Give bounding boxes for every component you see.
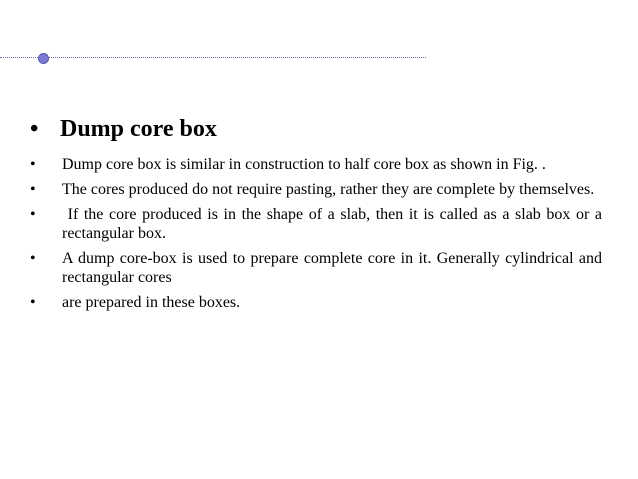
list-item: [30, 205, 607, 243]
list-item: [30, 293, 602, 312]
bullet-icon: •: [30, 250, 36, 267]
bullet-icon: •: [30, 294, 36, 311]
bullet-icon: •: [30, 116, 39, 142]
list-item-text: The cores produced do not require pasting, rather they are complete by themselves.: [62, 181, 595, 198]
list-item-text: If the core produced is in the shape of a slab, then it is called as a slab box or a rectangular box.: [62, 206, 607, 242]
bullet-icon: •: [30, 156, 36, 173]
list-item: [30, 180, 602, 199]
slide-content: [30, 116, 607, 318]
heading-text: Dump core box: [60, 116, 217, 142]
decorative-dotted-line: [0, 57, 426, 58]
slide-heading: [30, 116, 602, 143]
decorative-dot-icon: [38, 53, 49, 64]
list-item: [30, 155, 602, 174]
list-item-text: A dump core-box is used to prepare complete core in it. Generally cylindrical and rectangular cores: [62, 250, 602, 286]
list-item-text: Dump core box is similar in construction to half core box as shown in Fig. .: [62, 156, 546, 173]
bullet-icon: •: [30, 181, 36, 198]
bullet-list: [30, 155, 607, 312]
bullet-icon: •: [30, 206, 36, 223]
list-item: [30, 249, 602, 287]
list-item-text: are prepared in these boxes.: [62, 294, 241, 311]
